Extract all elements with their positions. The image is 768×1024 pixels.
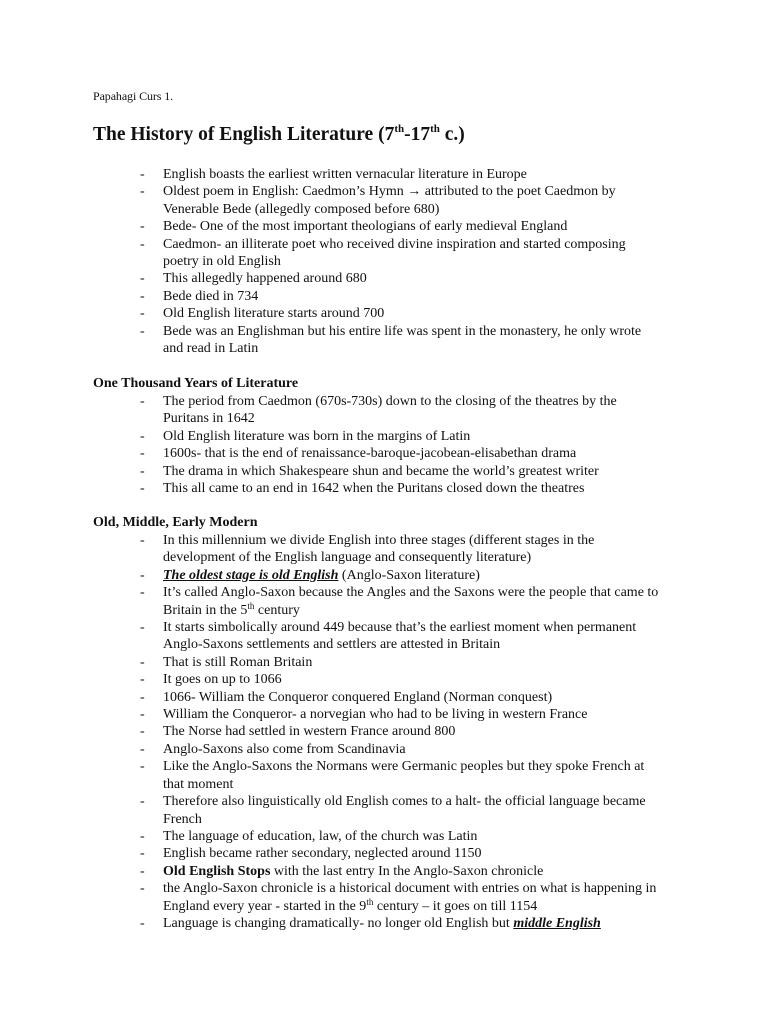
page-title <box>93 124 465 146</box>
emphasized-text: The oldest stage is old English <box>163 567 339 583</box>
list-item: - It goes on up to 1066 <box>140 672 282 688</box>
list-item: - Bede was an Englishman but his entire life was spent in the monastery, he only wrote and read in Latin <box>140 323 642 357</box>
superscript: th <box>247 600 255 611</box>
section-heading: Old, Middle, Early Modern <box>93 515 258 530</box>
list-item: - The Norse had settled in western France around 800 <box>140 724 456 740</box>
bullet-list-thousand-years <box>93 393 663 497</box>
list-item: - English became rather secondary, neglected around 1150 <box>140 846 482 862</box>
list-item: - 1600s- that is the end of renaissance-baroque-jacobean-elisabethan drama <box>140 446 577 462</box>
title-text: -17 <box>404 124 431 145</box>
list-item: - Caedmon- an illiterate poet who received divine inspiration and started composing poetry in old English <box>140 236 626 270</box>
list-item: - Old English literature starts around 700 <box>140 306 385 322</box>
title-text: The History of English Literature (7 <box>93 124 395 145</box>
list-item: - 1066- William the Conqueror conquered England (Norman conquest) <box>140 689 553 705</box>
list-item: - It starts simbolically around 449 because that’s the earliest moment when permanent Anglo-Saxons settlements and settlers are attested in Britain <box>140 620 637 653</box>
title-superscript: th <box>430 123 440 135</box>
list-item: - William the Conqueror- a norvegian who had to be living in western France <box>140 707 588 723</box>
bold-text: Old English Stops <box>163 863 271 879</box>
list-item: - The period from Caedmon (670s-730s) down to the closing of the theatres by the Puritans in 1642 <box>140 394 617 427</box>
list-item: - The drama in which Shakespeare shun and became the world’s greatest writer <box>140 463 599 479</box>
bullet-list-stages <box>93 532 663 932</box>
bullet-list-intro <box>93 166 663 357</box>
list-item: - Old English literature was born in the margins of Latin <box>140 428 471 444</box>
list-item: - Like the Anglo-Saxons the Normans were Germanic peoples but they spoke French at that moment <box>140 759 645 792</box>
list-item: - That is still Roman Britain <box>140 654 313 670</box>
document-header: Papahagi Curs 1. <box>93 89 174 103</box>
list-item: - This allegedly happened around 680 <box>140 271 367 287</box>
list-item: - Anglo-Saxons also come from Scandinavia <box>140 741 406 757</box>
list-item: - Language is changing dramatically- no longer old English but middle English <box>140 915 601 931</box>
list-item: - Old English Stops with the last entry In the Anglo-Saxon chronicle <box>140 863 544 879</box>
list-item: - It’s called Anglo-Saxon because the Angles and the Saxons were the people that came to Britain in the 5th century <box>140 585 659 618</box>
list-item: - In this millennium we divide English into three stages (different stages in the development of the English language and consequently literature) <box>140 533 595 566</box>
emphasized-text: middle English <box>513 915 601 931</box>
list-item: - English boasts the earliest written vernacular literature in Europe <box>140 167 527 182</box>
list-item: - Oldest poem in English: Caedmon’s Hymn → attributed to the poet Caedmon by Venerable Bede (allegedly composed before 680) <box>140 184 616 217</box>
list-item: - Bede- One of the most important theologians of early medieval England <box>140 219 568 235</box>
title-superscript: th <box>394 123 405 135</box>
title-text: c.) <box>439 124 465 145</box>
list-item: - The language of education, law, of the church was Latin <box>140 828 478 844</box>
list-item: - Bede died in 734 <box>140 288 259 304</box>
superscript: th <box>366 896 374 907</box>
section-heading: One Thousand Years of Literature <box>93 376 299 391</box>
list-item: - The oldest stage is old English (Anglo-Saxon literature) <box>140 567 480 583</box>
list-item: - This all came to an end in 1642 when the Puritans closed down the theatres <box>140 481 585 497</box>
list-item: - Therefore also linguistically old English comes to a halt- the official language became French <box>140 794 646 827</box>
list-item: - the Anglo-Saxon chronicle is a historical document with entries on what is happening in England every year - started in the 9th century – it goes on till 1154 <box>140 881 657 914</box>
